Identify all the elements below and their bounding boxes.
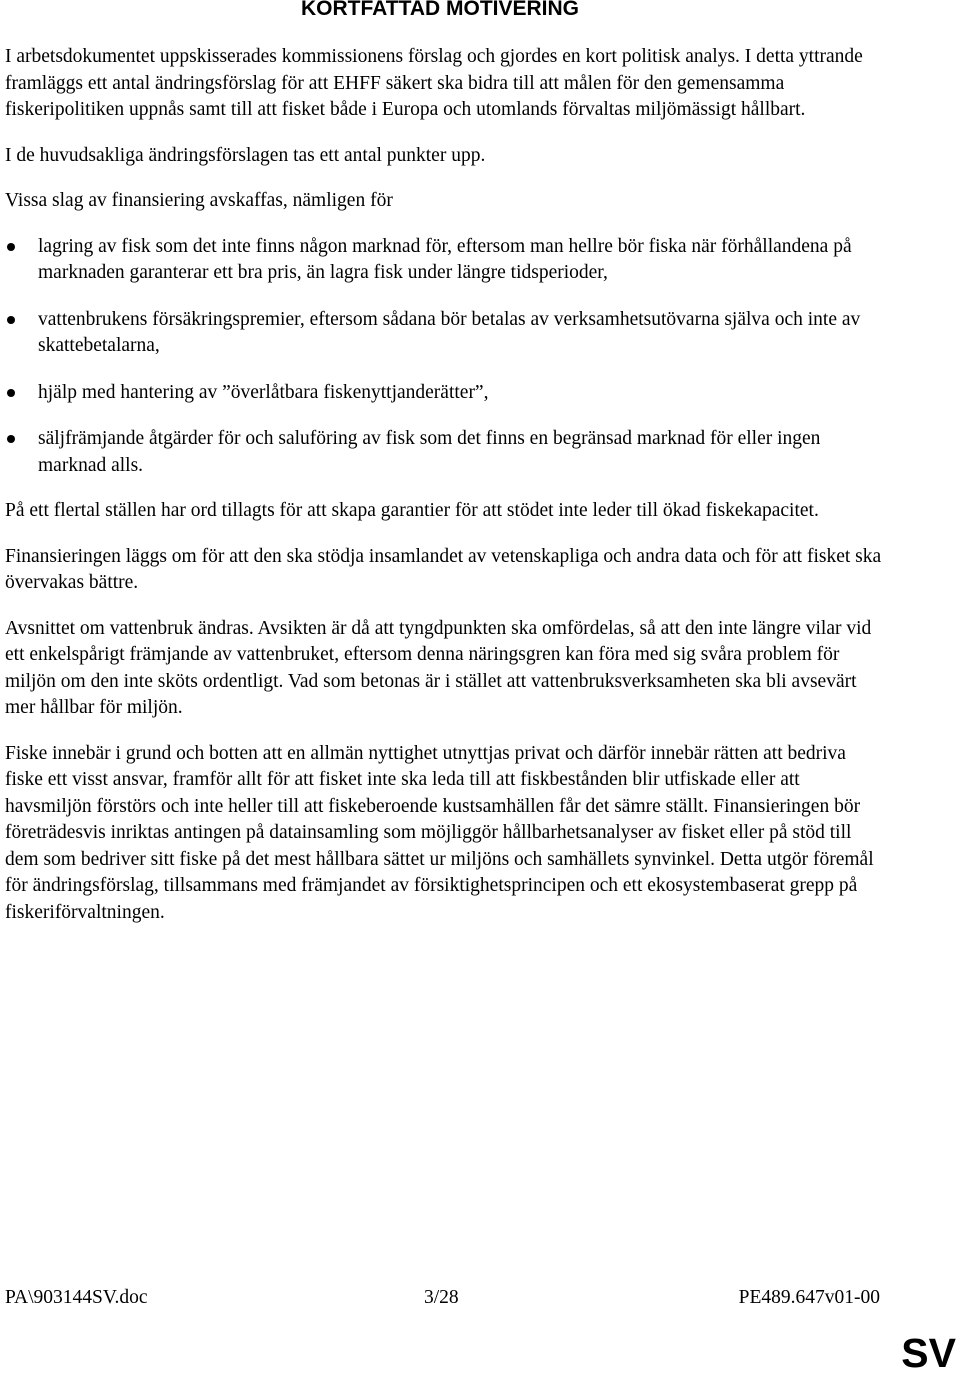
footer-pe-reference: PE489.647v01-00 (738, 1287, 880, 1308)
bullet-icon (7, 316, 15, 324)
document-body (5, 44, 885, 945)
list-item (5, 426, 885, 479)
list-item-text: lagring av fisk som det inte finns någon marknad för, eftersom man hellre bör fiska när förhållandena på marknaden garanterar ett bra pris, än lagra fisk under längre tidsperioder, (38, 235, 852, 283)
list-item-text: hjälp med hantering av ”överlåtbara fiskenyttjanderätter”, (38, 381, 489, 403)
list-intro-paragraph: Vissa slag av finansiering avskaffas, nämligen för (5, 190, 393, 211)
intro-paragraph: I arbetsdokumentet uppskisserades kommissionens förslag och gjordes en kort politisk analys. I detta yttrande framläggs ett antal ändringsförslag för att EHFF säkert ska bidra till att målen för den gemensamma fiskeripolitiken uppnås samt till att fisket både i Europa och utomlands förvaltas miljömässigt hållbart. (5, 46, 863, 120)
page-footer (5, 1285, 880, 1311)
bullet-list (5, 234, 885, 480)
bullet-icon (7, 389, 15, 397)
list-item (5, 234, 885, 287)
footer-document-reference: PA\903144SV.doc (5, 1287, 148, 1308)
capacity-paragraph: På ett flertal ställen har ord tillagts för att skapa garantier för att stödet inte leder till ökad fiskekapacitet. (5, 500, 819, 521)
list-item-text: säljfrämjande åtgärder för och saluföring av fisk som det finns en begränsad marknad för eller ingen marknad alls. (38, 428, 821, 476)
aquaculture-paragraph: Avsnittet om vattenbruk ändras. Avsikten är då att tyngdpunkten ska omfördelas, så att den inte längre vilar vid ett enkelspårigt främjande av vattenbruket, eftersom denna näringsgren kan föra med sig svåra problem för miljön om den inte sköts ordentligt. Vad som betonas är i stället att vattenbruksverksamheten ska bli avsevärt mer hållbar för miljön. (5, 617, 872, 718)
list-item-text: vattenbrukens försäkringspremier, eftersom sådana bör betalas av verksamhetsutövarna själva och inte av skattebetalarna, (38, 308, 861, 356)
section-heading: KORTFATTAD MOTIVERING (300, 0, 580, 20)
summary-paragraph: I de huvudsakliga ändringsförslagen tas ett antal punkter upp. (5, 144, 486, 166)
language-code: SV (901, 1330, 956, 1376)
bullet-icon (7, 243, 15, 251)
list-item (5, 380, 885, 407)
bullet-icon (7, 435, 15, 443)
data-collection-paragraph: Finansieringen läggs om för att den ska stödja insamlandet av vetenskapliga och andra data och för att fisket ska övervakas bättre. (5, 545, 882, 593)
fishing-rights-paragraph: Fiske innebär i grund och botten att en allmän nyttighet utnyttjas privat och därför innebär rätten att bedriva fiske ett visst ansvar, framför allt för att fisket inte ska leda till att fiskbestånden blir utfiskade eller att havsmiljön förstörs och inte heller till att fiskeberoende kustsamhällen får det sämre ställt. Finansieringen bör företrädesvis inriktas antingen på datainsamling som möjliggör hållbarhetsanalyser av fisket eller på stöd till dem som bedriver sitt fiske på det mest hållbara sättet ur miljöns och samhällets synvinkel. Detta utgör föremål för ändringsförslag, tillsammans med främjandet av försiktighetsprincipen och ett ekosystembaserat grepp på fiskeriförvaltningen. (5, 742, 874, 923)
list-item (5, 307, 885, 360)
footer-page-number: 3/28 (424, 1287, 459, 1308)
